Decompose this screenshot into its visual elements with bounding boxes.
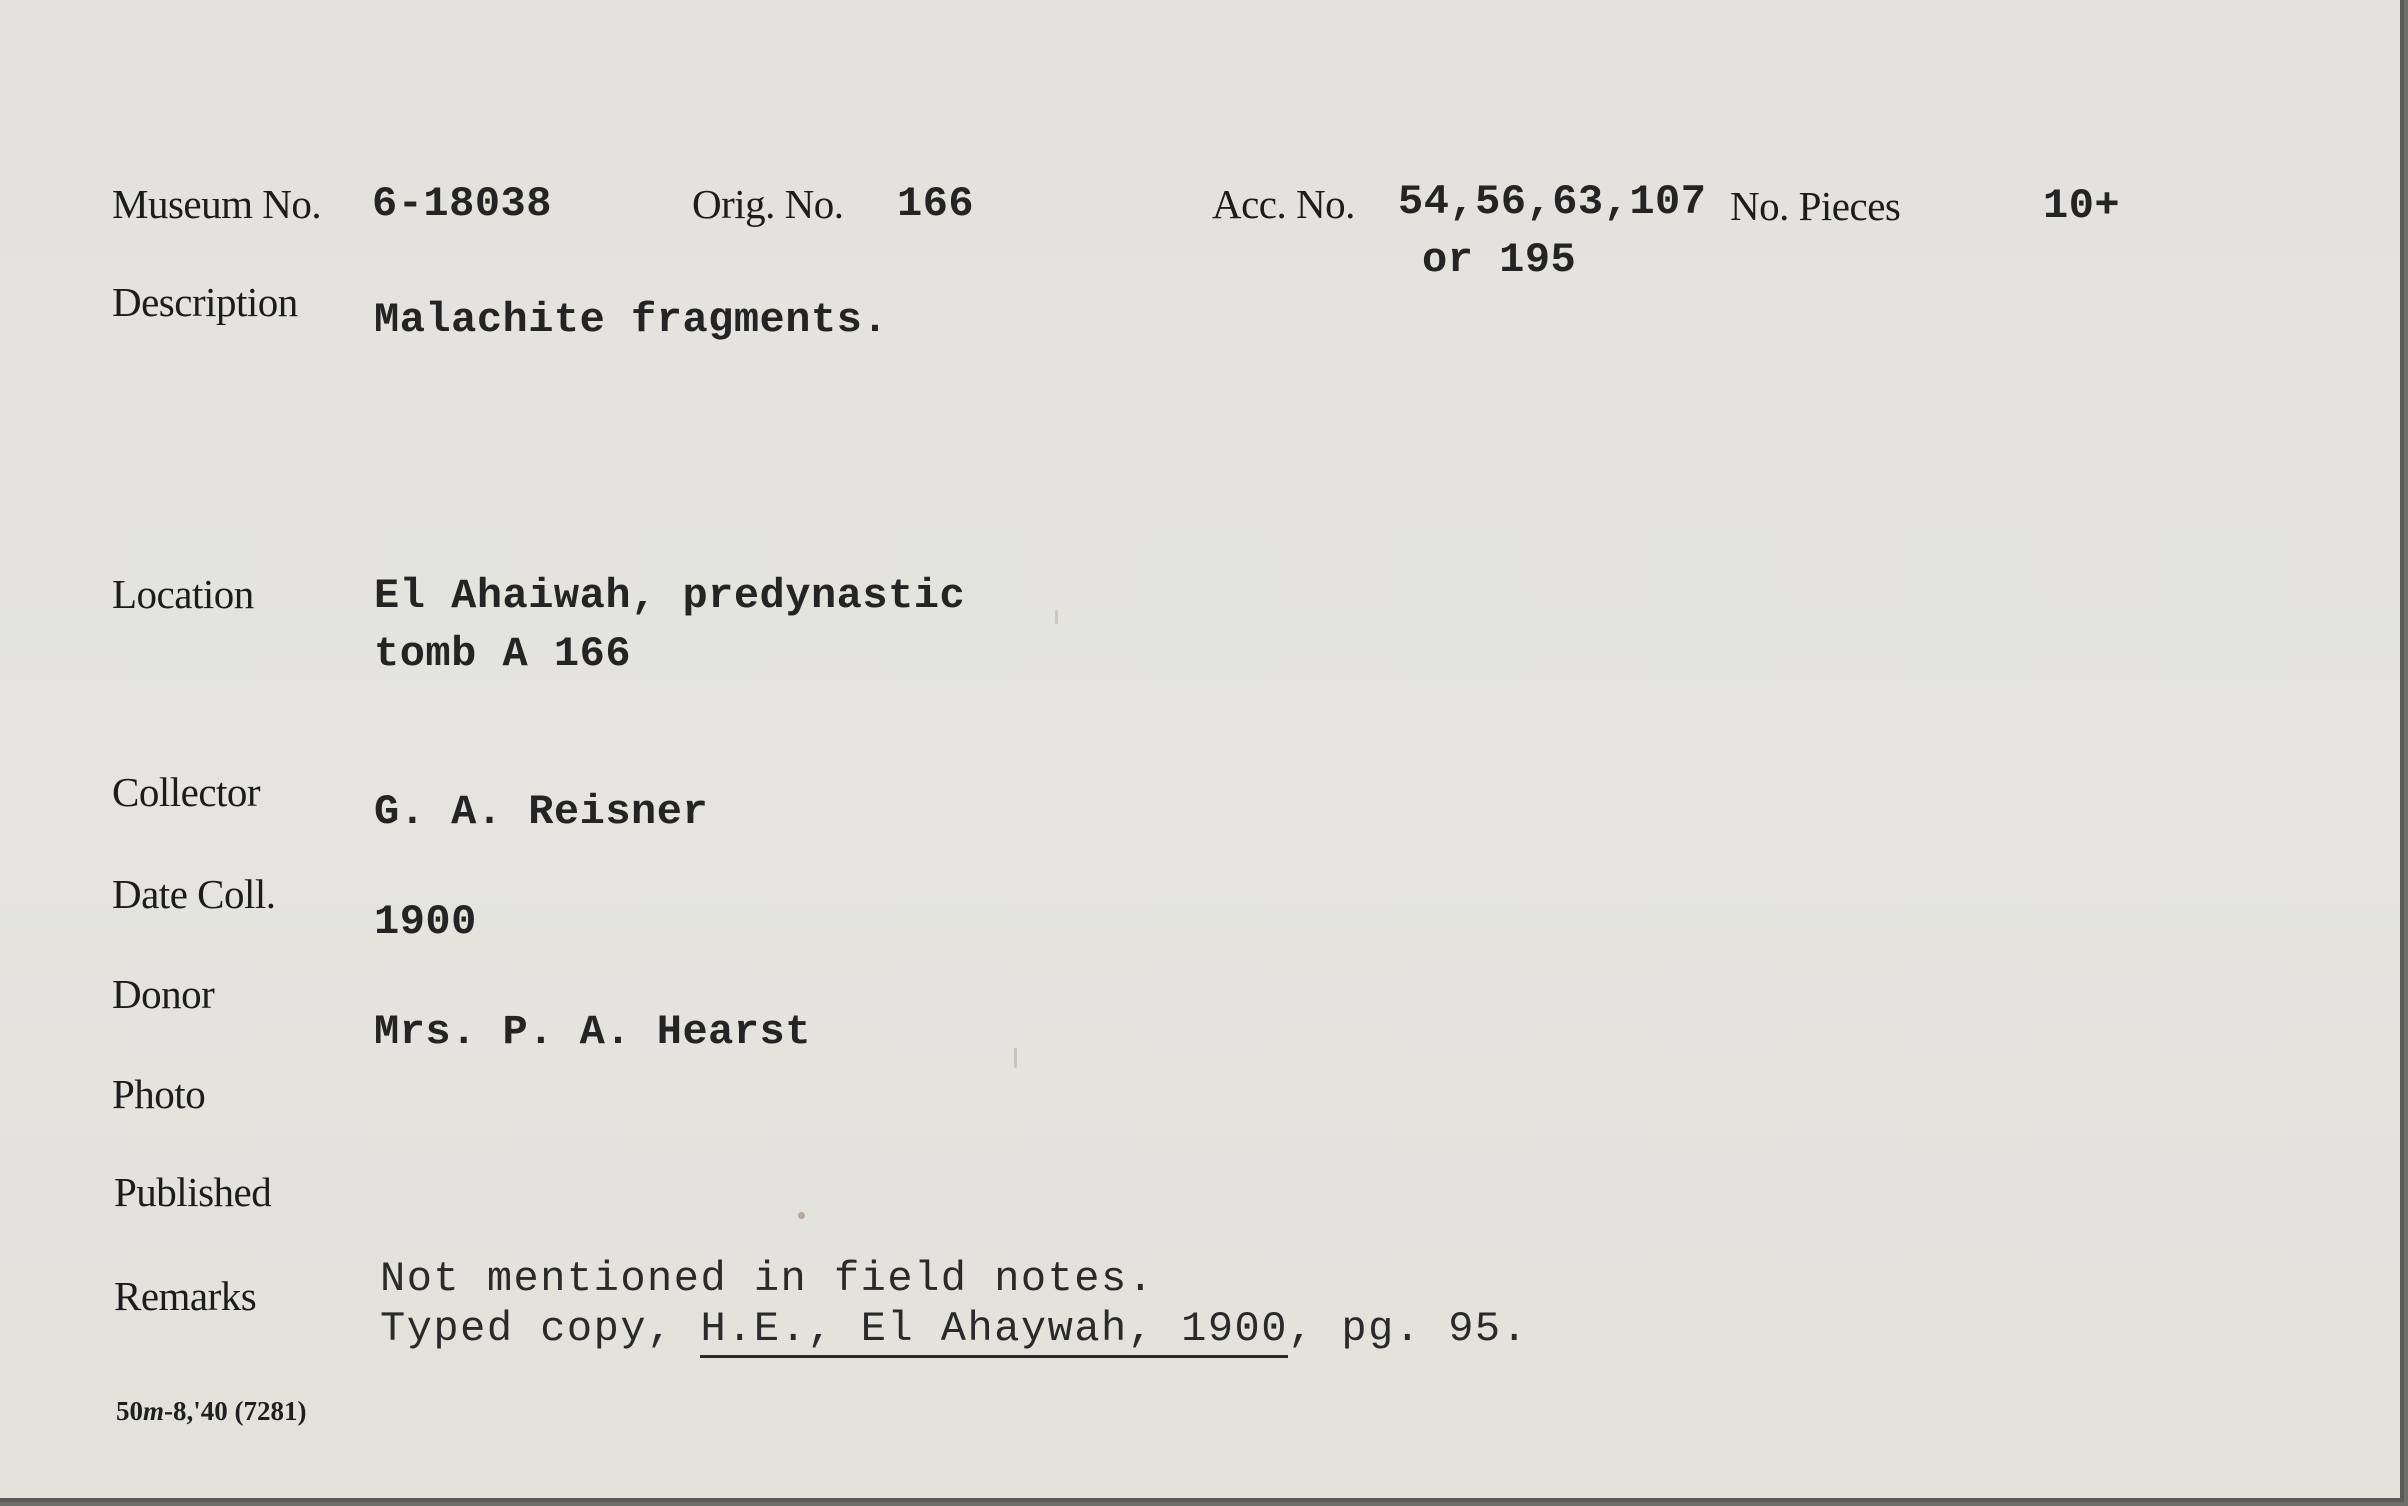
location-value-line1: El Ahaiwah, predynastic [374, 572, 966, 620]
orig-no-label: Orig. No. [692, 181, 844, 227]
published-label: Published [114, 1169, 272, 1215]
collector-value: G. A. Reisner [374, 788, 709, 836]
donor-value: Mrs. P. A. Hearst [374, 1008, 811, 1056]
paper-speck [798, 1212, 805, 1219]
location-value-line2: tomb A 166 [374, 630, 632, 678]
paper-speck [1014, 1048, 1017, 1068]
orig-no-value: 166 [897, 180, 975, 228]
museum-no-value: 6-18038 [372, 180, 552, 228]
print-code-m: m [143, 1396, 165, 1426]
date-coll-value: 1900 [374, 898, 477, 946]
no-pieces-value: 10+ [2043, 182, 2121, 230]
collector-label: Collector [112, 769, 261, 815]
remarks-line2-prefix: Typed copy, [380, 1305, 674, 1353]
acc-no-value-line1: 54,56,63,107 [1398, 178, 1707, 226]
description-value: Malachite fragments. [374, 296, 889, 344]
remarks-value-line2 [380, 1305, 1528, 1353]
paper-speck [1055, 610, 1058, 624]
location-label: Location [112, 571, 254, 617]
photo-label: Photo [112, 1071, 206, 1117]
acc-no-label: Acc. No. [1212, 181, 1355, 227]
print-code-a: 50 [116, 1396, 143, 1426]
print-code [116, 1396, 307, 1427]
museum-no-label: Museum No. [112, 181, 322, 227]
donor-label: Donor [112, 971, 215, 1017]
remarks-line2-underlined: H.E., El Ahaywah, 1900 [700, 1305, 1288, 1358]
remarks-label: Remarks [114, 1273, 257, 1319]
remarks-line2-suffix: , pg. 95. [1287, 1305, 1529, 1353]
date-coll-label: Date Coll. [112, 871, 276, 917]
remarks-value-line1: Not mentioned in field notes. [380, 1255, 1155, 1303]
print-code-b: -8,'40 (7281) [164, 1396, 307, 1426]
acc-no-value-line2: or 195 [1422, 236, 1577, 284]
description-label: Description [112, 279, 298, 325]
no-pieces-label: No. Pieces [1730, 183, 1901, 229]
